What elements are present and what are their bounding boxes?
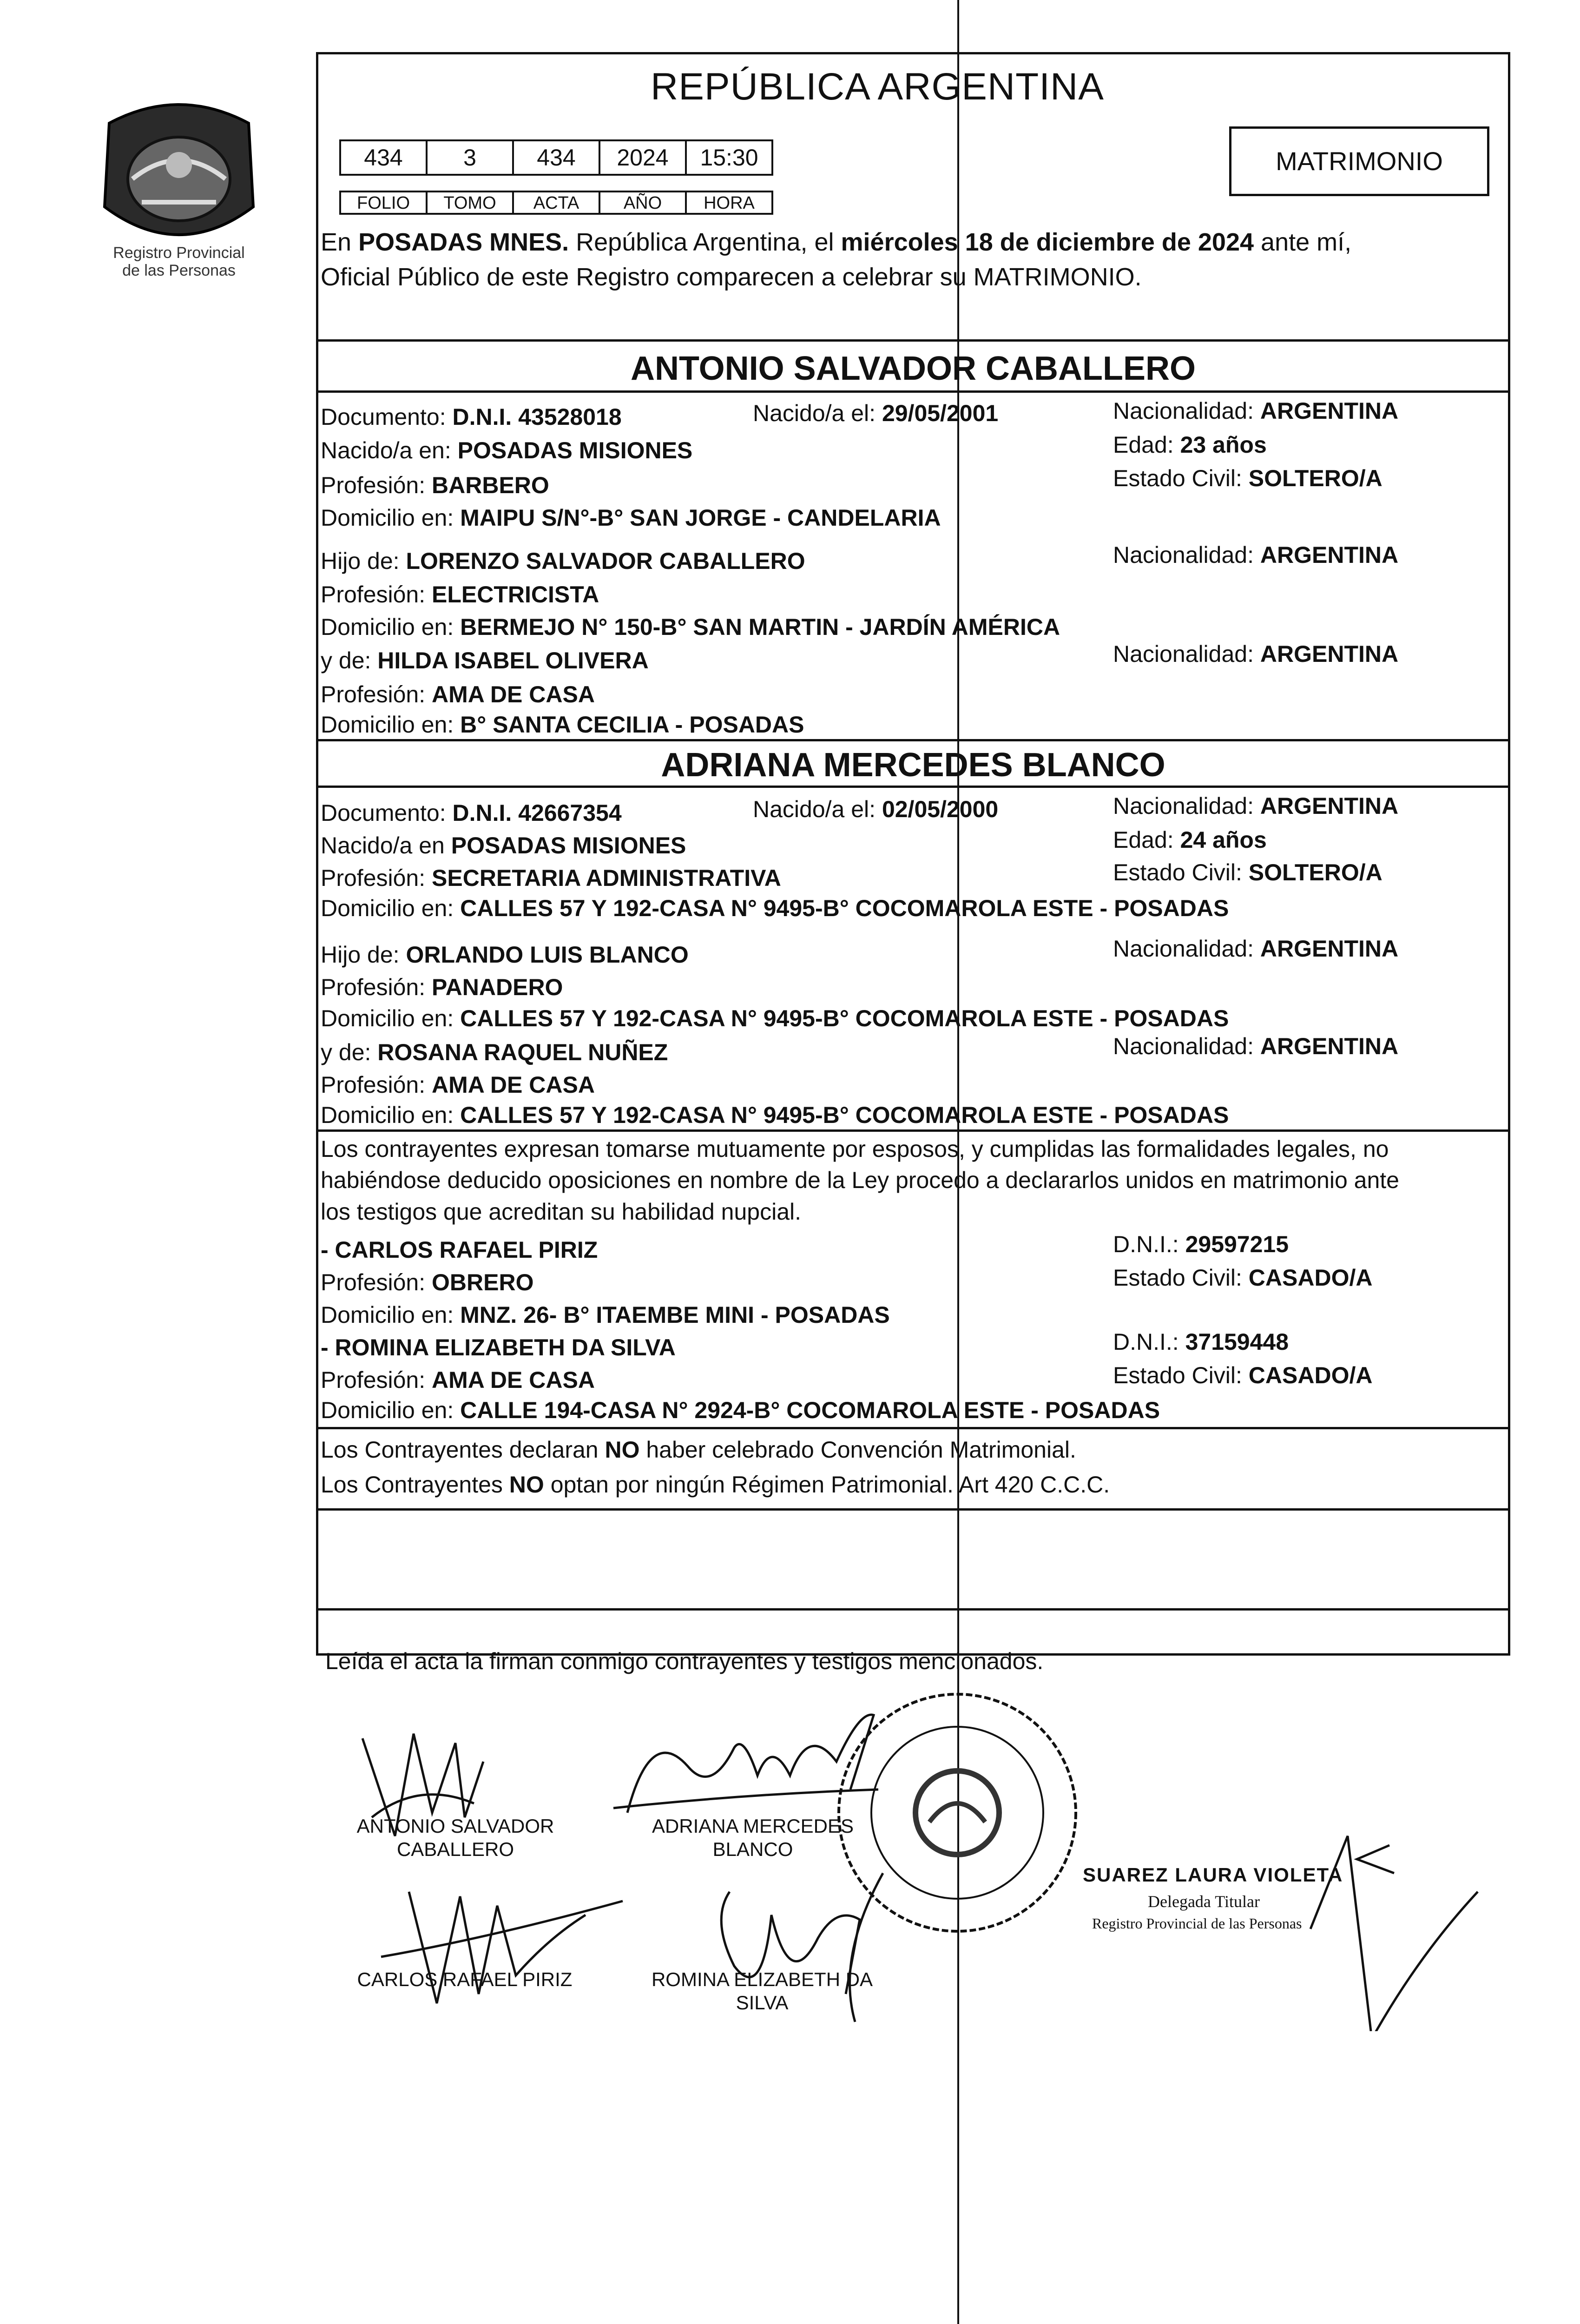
value: BERMEJO N° 150-B° SAN MARTIN - JARDÍN AMÉRICA (460, 614, 1060, 640)
folio-label: FOLIO (339, 191, 428, 215)
label: Hijo de: (321, 942, 406, 968)
official-name: SUAREZ LAURA VIOLETA (1083, 1864, 1343, 1886)
value: POSADAS MISIONES (457, 437, 693, 463)
label: Domicilio en: (321, 1302, 461, 1328)
value: ARGENTINA (1260, 398, 1399, 424)
label: Estado Civil: (1113, 465, 1249, 491)
label: Profesión: (321, 472, 432, 498)
registry-logo (91, 91, 267, 286)
intro-date: miércoles 18 de diciembre de 2024 (841, 228, 1254, 256)
spouse1-mother-nationality (1113, 640, 1398, 667)
value: - ROMINA ELIZABETH DA SILVA (321, 1334, 676, 1360)
witness2-civil (1113, 1362, 1372, 1389)
signature-label-spouse2-line2: BLANCO (712, 1838, 793, 1860)
label: D.N.I.: (1113, 1329, 1185, 1355)
spouse2-age (1113, 826, 1267, 853)
spouse2-name: ADRIANA MERCEDES BLANCO (661, 746, 1165, 784)
logo-caption-line2: de las Personas (122, 262, 236, 279)
spouse1-profession (321, 472, 549, 499)
label: Domicilio en: (321, 712, 461, 738)
value: CALLE 194-CASA N° 2924-B° COCOMAROLA ESTE - POSADAS (460, 1397, 1160, 1423)
tomo-value: 3 (426, 139, 514, 176)
value: LORENZO SALVADOR CABALLERO (406, 548, 805, 574)
folio-value: 434 (339, 139, 428, 176)
act-type-box: MATRIMONIO (1229, 126, 1489, 196)
label: Nacionalidad: (1113, 641, 1260, 667)
value: CALLES 57 Y 192-CASA N° 9495-B° COCOMAROLA ESTE - POSADAS (460, 1102, 1229, 1128)
label: Nacionalidad: (1113, 936, 1260, 962)
label: Estado Civil: (1113, 1265, 1249, 1291)
value: CALLES 57 Y 192-CASA N° 9495-B° COCOMAROLA ESTE - POSADAS (460, 895, 1229, 921)
value: ELECTRICISTA (432, 581, 599, 607)
value: ARGENTINA (1260, 641, 1399, 667)
value: 37159448 (1185, 1329, 1289, 1355)
label: Nacionalidad: (1113, 542, 1260, 568)
label: Profesión: (321, 974, 432, 1000)
label: Nacionalidad: (1113, 793, 1260, 819)
closing-text: Leída el acta la firman conmigo contrayentes y testigos mencionados. (325, 1648, 1044, 1674)
spouse2-mother (321, 1039, 668, 1066)
spouse1-born-in (321, 437, 692, 464)
value: MAIPU S/N°-B° SAN JORGE - CANDELARIA (460, 505, 941, 531)
value: CALLES 57 Y 192-CASA N° 9495-B° COCOMAROLA ESTE - POSADAS (460, 1005, 1229, 1031)
label: Domicilio en: (321, 1397, 461, 1423)
label: Profesión: (321, 581, 432, 607)
divider (316, 1129, 1510, 1132)
label: Domicilio en: (321, 1005, 461, 1031)
divider (316, 739, 1510, 741)
value: SECRETARIA ADMINISTRATIVA (432, 865, 781, 891)
intro-place: POSADAS MNES. (358, 228, 569, 256)
signature-label-witness2-line2: SILVA (736, 1992, 789, 2014)
value: POSADAS MISIONES (451, 832, 686, 858)
label: Domicilio en: (321, 895, 461, 921)
official-office: Registro Provincial de las Personas (1092, 1915, 1302, 1932)
value: BARBERO (432, 472, 549, 498)
signature-label-witness2-line1: ROMINA ELIZABETH DA (651, 1968, 873, 1990)
witness2-name (321, 1334, 676, 1361)
witness1-civil (1113, 1264, 1372, 1291)
value: AMA DE CASA (432, 1367, 595, 1393)
signature-label-witness1: CARLOS RAFAEL PIRIZ (357, 1968, 573, 1990)
value: AMA DE CASA (432, 681, 595, 707)
convention-line1 (321, 1436, 1076, 1463)
label: Profesión: (321, 1269, 432, 1295)
spouse1-mother-profession (321, 681, 595, 708)
label: Nacido/a el: (753, 796, 882, 822)
text: Los Contrayentes (321, 1472, 509, 1498)
label: Domicilio en: (321, 1102, 461, 1128)
label: Estado Civil: (1113, 859, 1249, 885)
label: Nacido/a en (321, 832, 451, 858)
value: HILDA ISABEL OLIVERA (377, 647, 649, 673)
witness1-name (321, 1236, 598, 1263)
spouse2-mother-profession (321, 1071, 595, 1098)
label: y de: (321, 647, 378, 673)
value: ARGENTINA (1260, 793, 1399, 819)
label: Edad: (1113, 432, 1180, 458)
spouse2-mother-nationality (1113, 1033, 1398, 1060)
spouse2-mother-address (321, 1102, 1229, 1129)
spouse1-father-address (321, 614, 1060, 640)
label: Profesión: (321, 1072, 432, 1098)
hora-value: 15:30 (685, 139, 773, 176)
label: Nacionalidad: (1113, 398, 1260, 424)
declaration-line1: Los contrayentes expresan tomarse mutuamente por esposos, y cumplidas las formalidades legales, no (321, 1136, 1389, 1162)
spouse2-address (321, 895, 1229, 922)
value: ARGENTINA (1260, 1033, 1399, 1059)
declaration-line3: los testigos que acreditan su habilidad nupcial. (321, 1199, 802, 1225)
value: D.N.I. 42667354 (452, 800, 622, 826)
witness2-profession (321, 1367, 595, 1393)
ano-value: 2024 (599, 139, 687, 176)
text: haber celebrado Convención Matrimonial. (639, 1437, 1076, 1463)
divider (316, 1508, 1510, 1511)
ano-label: AÑO (599, 191, 687, 215)
value: AMA DE CASA (432, 1072, 595, 1098)
spouse1-nationality (1113, 397, 1398, 424)
witness1-address (321, 1301, 890, 1328)
label: Domicilio en: (321, 505, 461, 531)
witness2-dni (1113, 1328, 1289, 1355)
spouse2-born-in (321, 832, 686, 859)
value: 02/05/2000 (882, 796, 999, 822)
text: Los Contrayentes declaran (321, 1437, 605, 1463)
spouse1-civil (1113, 465, 1382, 492)
value: ARGENTINA (1260, 936, 1399, 962)
intro-line1 (321, 228, 1351, 257)
value: - CARLOS RAFAEL PIRIZ (321, 1237, 598, 1263)
label: Nacido/a en: (321, 437, 458, 463)
spouse1-mother-address (321, 711, 804, 738)
divider (316, 339, 1510, 342)
acta-label: ACTA (512, 191, 600, 215)
acta-value: 434 (512, 139, 600, 176)
label: D.N.I.: (1113, 1231, 1185, 1257)
registry-stamp (827, 1683, 1087, 1943)
value: 29/05/2001 (882, 400, 999, 426)
label: Hijo de: (321, 548, 406, 574)
intro-pre: En (321, 228, 359, 256)
spouse1-born-on (753, 400, 998, 427)
label: Profesión: (321, 865, 432, 891)
spouse1-address (321, 504, 941, 531)
label: Profesión: (321, 1367, 432, 1393)
value: ORLANDO LUIS BLANCO (406, 942, 689, 968)
label: Documento: (321, 404, 453, 430)
value: SOLTERO/A (1248, 465, 1382, 491)
label: Nacionalidad: (1113, 1033, 1260, 1059)
spouse2-nationality (1113, 792, 1398, 819)
spouse1-name: ANTONIO SALVADOR CABALLERO (631, 350, 1196, 387)
page-title: REPÚBLICA ARGENTINA (651, 66, 1104, 108)
spouse1-age (1113, 431, 1267, 458)
value: ARGENTINA (1260, 542, 1399, 568)
spouse2-profession (321, 865, 781, 891)
official-role: Delegada Titular (1148, 1892, 1260, 1911)
label: Profesión: (321, 681, 432, 707)
value: 29597215 (1185, 1231, 1289, 1257)
spouse2-father (321, 941, 689, 968)
spouse2-civil (1113, 859, 1382, 886)
value: MNZ. 26- B° ITAEMBE MINI - POSADAS (460, 1302, 890, 1328)
label: Edad: (1113, 827, 1180, 853)
value: ROSANA RAQUEL NUÑEZ (377, 1039, 668, 1065)
convention-line2 (321, 1471, 1110, 1498)
signature-label-spouse1-line2: CABALLERO (396, 1838, 514, 1860)
spouse2-father-nationality (1113, 935, 1398, 962)
declaration-line2: habiéndose deducido oposiciones en nombre de la Ley procedo a declararlos unidos en matrimonio ante (321, 1167, 1399, 1193)
spouse1-father-profession (321, 581, 599, 608)
text-bold: NO (509, 1472, 544, 1498)
divider (316, 1608, 1510, 1611)
value: B° SANTA CECILIA - POSADAS (460, 712, 804, 738)
spouse1-mother (321, 647, 649, 674)
witness1-profession (321, 1269, 533, 1296)
divider (316, 1427, 1510, 1429)
divider (316, 390, 1510, 393)
label: Domicilio en: (321, 614, 461, 640)
value: PANADERO (432, 974, 563, 1000)
intro-post: ante mí, (1254, 228, 1352, 256)
witness2-address (321, 1397, 1160, 1424)
label: Estado Civil: (1113, 1362, 1249, 1388)
hora-label: HORA (685, 191, 773, 215)
label: y de: (321, 1039, 378, 1065)
label: Nacido/a el: (753, 400, 882, 426)
value: CASADO/A (1248, 1362, 1373, 1388)
spouse2-father-address (321, 1005, 1229, 1032)
spouse1-father (321, 548, 805, 574)
value: D.N.I. 43528018 (452, 404, 622, 430)
spouse2-document (321, 799, 622, 826)
label: Documento: (321, 800, 453, 826)
text-bold: NO (605, 1437, 640, 1463)
value: OBRERO (432, 1269, 534, 1295)
intro-mid: República Argentina, el (569, 228, 841, 256)
signature-label-spouse2-line1: ADRIANA MERCEDES (652, 1815, 854, 1837)
spouse1-document (321, 403, 622, 430)
spouse2-born-on (753, 796, 998, 823)
value: 23 años (1180, 432, 1267, 458)
intro-line2: Oficial Público de este Registro comparecen a celebrar su MATRIMONIO. (321, 263, 1142, 291)
signature-label-spouse1-line1: ANTONIO SALVADOR (356, 1815, 554, 1837)
text: optan por ningún Régimen Patrimonial. Art 420 C.C.C. (544, 1472, 1110, 1498)
tomo-label: TOMO (426, 191, 514, 215)
spouse1-father-nationality (1113, 541, 1398, 568)
provincia-seal-icon (91, 91, 267, 258)
spouse2-father-profession (321, 974, 563, 1001)
witness1-dni (1113, 1231, 1289, 1258)
divider (316, 786, 1510, 788)
value: CASADO/A (1248, 1265, 1373, 1291)
value: 24 años (1180, 827, 1267, 853)
logo-caption-line1: Registro Provincial (113, 244, 245, 262)
value: SOLTERO/A (1248, 859, 1382, 885)
